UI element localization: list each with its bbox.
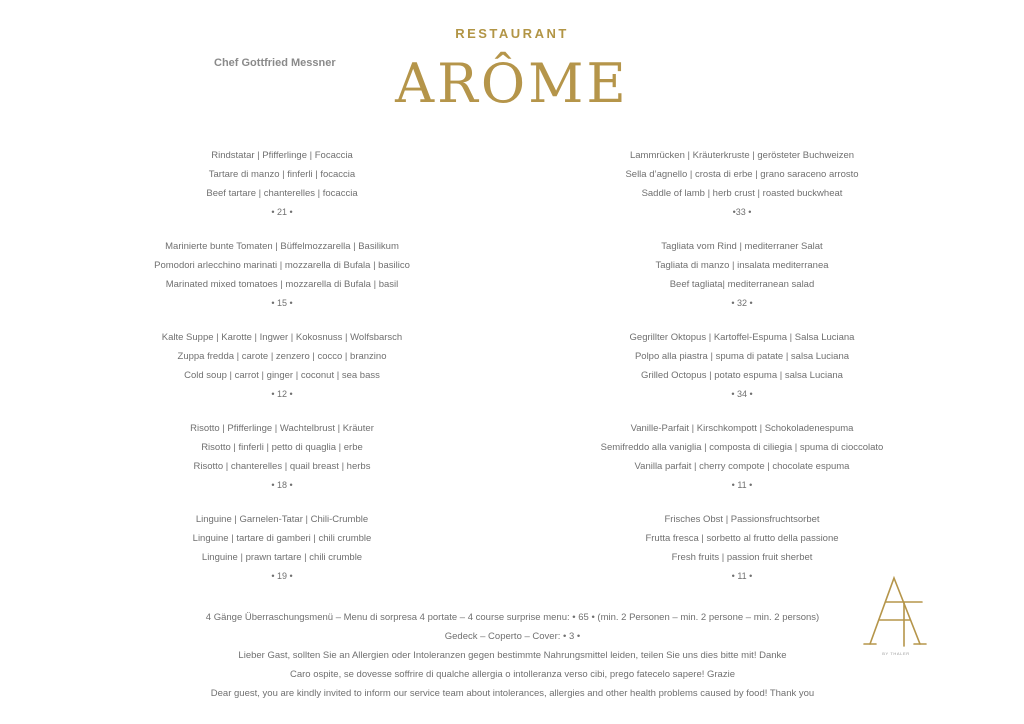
allergy-note-de: Lieber Gast, sollten Sie an Allergien oder Intoleranzen gegen bestimmte Nahrungsmittel leiden, teilen Sie uns dies bitte mit! Danke bbox=[238, 650, 787, 661]
allergy-note-en: Dear guest, you are kindly invited to inform our service team about intolerances, allergies and other health problems caused by food! Thank you bbox=[210, 688, 815, 699]
cover-charge-note: Gedeck – Coperto – Cover: • 3 • bbox=[444, 631, 581, 642]
dish-line-de: Kalte Suppe | Karotte | Ingwer | Kokosnuss | Wolfsbarsch bbox=[161, 332, 403, 343]
dish-price: • 12 • bbox=[271, 389, 293, 399]
dish-price: • 18 • bbox=[271, 480, 293, 490]
dish-line-it: Tagliata di manzo | insalata mediterranea bbox=[655, 260, 829, 271]
dish-price: •33 • bbox=[732, 207, 752, 217]
menu-item bbox=[552, 419, 932, 510]
dish-line-it: Zuppa fredda | carote | zenzero | cocco | branzino bbox=[177, 351, 387, 362]
menu-item bbox=[92, 328, 472, 419]
dish-line-de: Rindstatar | Pfifferlinge | Focaccia bbox=[211, 150, 353, 161]
menu-item bbox=[92, 237, 472, 328]
dish-line-it: Linguine | tartare di gamberi | chili crumble bbox=[192, 533, 372, 544]
menu-item bbox=[92, 419, 472, 510]
dish-line-en: Vanilla parfait | cherry compote | chocolate espuma bbox=[634, 461, 850, 472]
dish-line-de: Linguine | Garnelen-Tatar | Chili-Crumble bbox=[195, 514, 369, 525]
menu-column-left bbox=[92, 146, 472, 601]
menu-column-right bbox=[552, 146, 932, 601]
logo-caption: BY THALER bbox=[882, 651, 910, 656]
restaurant-name: ARÔME bbox=[395, 52, 629, 115]
menu-item bbox=[92, 510, 472, 601]
dish-line-it: Frutta fresca | sorbetto al frutto della passione bbox=[645, 533, 839, 544]
dish-line-de: Risotto | Pfifferlinge | Wachtelbrust | Kräuter bbox=[190, 423, 374, 434]
dish-line-it: Semifreddo alla vaniglia | composta di ciliegia | spuma di cioccolato bbox=[600, 442, 884, 453]
restaurant-label: RESTAURANT bbox=[455, 26, 569, 41]
dish-line-it: Polpo alla piastra | spuma di patate | salsa Luciana bbox=[634, 351, 850, 362]
menu-item bbox=[552, 328, 932, 419]
dish-price: • 34 • bbox=[731, 389, 753, 399]
dish-line-it: Sella d’agnello | crosta di erbe | grano saraceno arrosto bbox=[625, 169, 859, 180]
dish-line-de: Gegrillter Oktopus | Kartoffel-Espuma | Salsa Luciana bbox=[629, 332, 855, 343]
dish-line-de: Lammrücken | Kräuterkruste | gerösteter Buchweizen bbox=[629, 150, 855, 161]
dish-line-en: Beef tagliata| mediterranean salad bbox=[669, 279, 815, 290]
dish-line-de: Tagliata vom Rind | mediterraner Salat bbox=[661, 241, 823, 252]
dish-line-en: Linguine | prawn tartare | chili crumble bbox=[201, 552, 363, 563]
thaler-logo-icon bbox=[858, 572, 934, 662]
allergy-note-it: Caro ospite, se dovesse soffrire di qualche allergia o intolleranza verso cibi, prego fatecelo sapere! Grazie bbox=[290, 669, 735, 680]
dish-price: • 19 • bbox=[271, 571, 293, 581]
dish-line-de: Frisches Obst | Passionsfruchtsorbet bbox=[664, 514, 820, 525]
menu-item bbox=[552, 237, 932, 328]
dish-line-en: Fresh fruits | passion fruit sherbet bbox=[671, 552, 813, 563]
dish-price: • 21 • bbox=[271, 207, 293, 217]
chef-name: Chef Gottfried Messner bbox=[214, 57, 336, 69]
dish-line-de: Marinierte bunte Tomaten | Büffelmozzarella | Basilikum bbox=[165, 241, 399, 252]
menu-item bbox=[92, 146, 472, 237]
dish-line-en: Beef tartare | chanterelles | focaccia bbox=[206, 188, 358, 199]
dish-line-it: Risotto | finferli | petto di quaglia | erbe bbox=[201, 442, 363, 453]
dish-line-en: Grilled Octopus | potato espuma | salsa Luciana bbox=[641, 370, 843, 381]
dish-line-it: Tartare di manzo | finferli | focaccia bbox=[208, 169, 356, 180]
dish-line-en: Cold soup | carrot | ginger | coconut | sea bass bbox=[184, 370, 380, 381]
dish-line-de: Vanille-Parfait | Kirschkompott | Schokoladenespuma bbox=[630, 423, 854, 434]
dish-price: • 15 • bbox=[271, 298, 293, 308]
dish-price: • 32 • bbox=[731, 298, 753, 308]
dish-price: • 11 • bbox=[731, 480, 753, 490]
dish-line-en: Risotto | chanterelles | quail breast | herbs bbox=[193, 461, 371, 472]
menu-item bbox=[552, 146, 932, 237]
dish-line-en: Saddle of lamb | herb crust | roasted buckwheat bbox=[641, 188, 843, 199]
dish-line-en: Marinated mixed tomatoes | mozzarella di Bufala | basil bbox=[165, 279, 399, 290]
dish-price: • 11 • bbox=[731, 571, 753, 581]
menu-footer bbox=[140, 608, 885, 703]
dish-line-it: Pomodori arlecchino marinati | mozzarella di Bufala | basilico bbox=[154, 260, 410, 271]
surprise-menu-note: 4 Gänge Überraschungsmenü – Menu di sorpresa 4 portate – 4 course surprise menu: • 65 • (min. 2 Personen – min. 2 persone – min. 2 persons) bbox=[205, 612, 820, 623]
